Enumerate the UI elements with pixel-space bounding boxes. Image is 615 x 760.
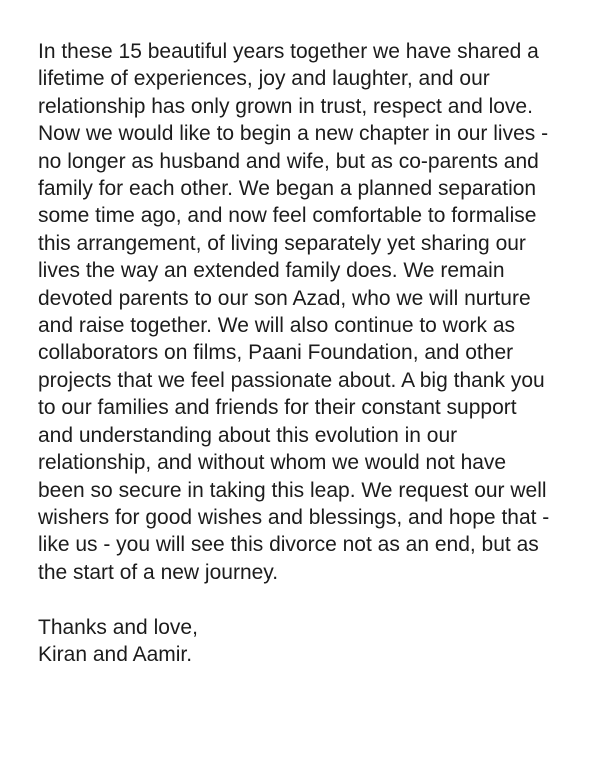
body-line: In these 15 beautiful years together we have shared a <box>38 40 539 63</box>
body-line: lives the way an extended family does. We remain <box>38 259 505 283</box>
signature-line: Kiran and Aamir. <box>38 642 193 666</box>
body-line: some time ago, and now feel comfortable to formalise <box>38 204 537 228</box>
body-line: Now we would like to begin a new chapter in our lives - <box>38 122 549 146</box>
body-line: this arrangement, of living separately yet sharing our <box>38 231 526 255</box>
body-line: no longer as husband and wife, but as co-parents and <box>38 149 539 173</box>
paragraph-spacer <box>38 586 598 613</box>
sign-off <box>38 614 598 669</box>
body-line: like us - you will see this divorce not as an end, but as <box>38 533 539 557</box>
body-line: been so secure in taking this leap. We request our well <box>38 478 547 502</box>
body-line: and raise together. We will also continue to work as <box>38 314 516 338</box>
body-line: to our families and friends for their constant support <box>38 396 517 420</box>
closing-line: Thanks and love, <box>38 615 198 639</box>
body-line: family for each other. We began a planned separation <box>38 177 537 201</box>
body-line: the start of a new journey. <box>38 560 279 584</box>
body-line: relationship has only grown in trust, respect and love. <box>38 94 533 118</box>
body-line: wishers for good wishes and blessings, and hope that - <box>38 505 550 529</box>
body-line: and understanding about this evolution in our <box>38 423 458 447</box>
body-line: collaborators on films, Paani Foundation, and other <box>38 341 514 365</box>
statement-body <box>38 38 598 586</box>
body-line: devoted parents to our son Azad, who we will nurture <box>38 286 531 310</box>
body-line: relationship, and without whom we would not have <box>38 451 507 475</box>
statement-document <box>38 38 598 668</box>
body-line: lifetime of experiences, joy and laughter, and our <box>38 67 490 91</box>
body-line: projects that we feel passionate about. A big thank you <box>38 368 545 392</box>
